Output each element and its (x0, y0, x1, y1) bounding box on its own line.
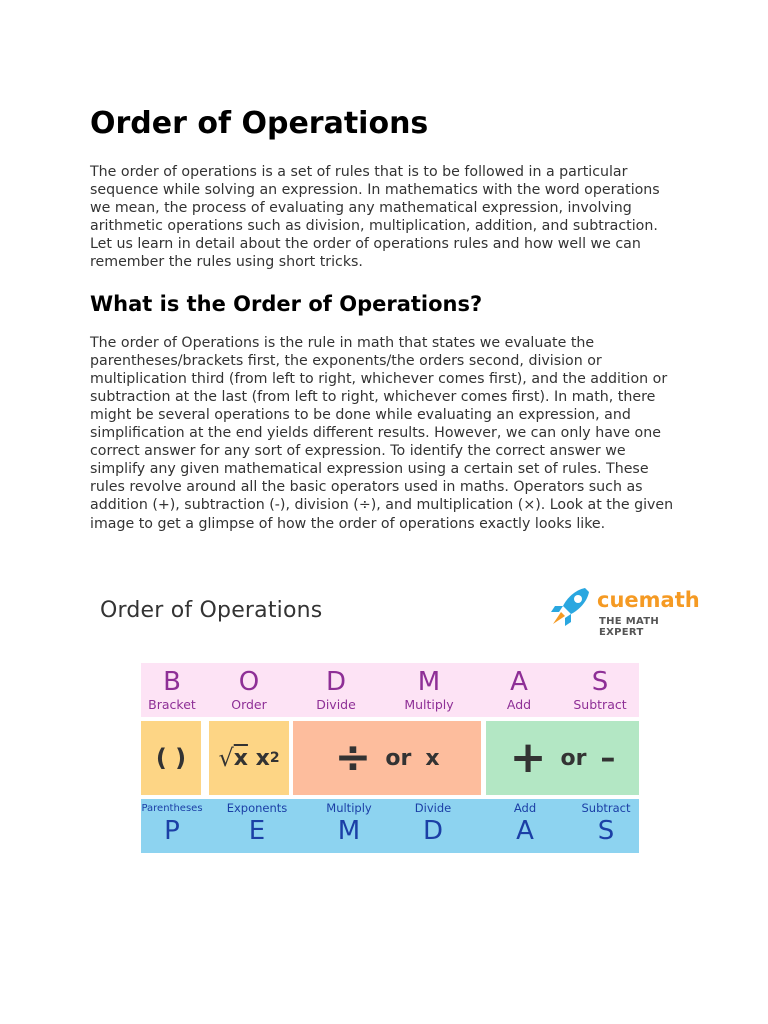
bodmas-letter: M (417, 667, 441, 697)
bodmas-word: Divide (316, 697, 356, 712)
pemdas-cell (209, 801, 305, 846)
power-exponent: 2 (269, 750, 280, 766)
pemdas-letter: S (597, 816, 615, 846)
bodmas-letter: B (163, 667, 181, 697)
bodmas-word: Add (506, 697, 532, 712)
bodmas-cell (385, 667, 473, 712)
pemdas-word: Parentheses (141, 803, 203, 814)
or-label: or (385, 745, 412, 771)
bodmas-letter: O (238, 667, 260, 697)
rocket-icon (545, 584, 595, 630)
bodmas-cell (293, 667, 379, 712)
bodmas-word: Subtract (573, 697, 627, 712)
bodmas-letter: D (325, 667, 347, 697)
pemdas-letter: E (248, 816, 266, 846)
pemdas-word: Subtract (581, 801, 631, 815)
pemdas-letter: M (337, 816, 361, 846)
pemdas-cell (141, 801, 203, 846)
multiply-icon: x (425, 745, 440, 771)
section-heading: What is the Order of Operations? (90, 291, 483, 316)
minus-icon: – (600, 740, 616, 776)
pemdas-cell (489, 801, 561, 846)
add-subtract-symbol-box (486, 721, 639, 795)
square-root-icon: √ (218, 744, 234, 772)
body-paragraph: The order of Operations is the rule in math that states we evaluate the parentheses/brackets first, the exponents/the orders second, division or multiplication third (from left to right, whichever comes first), and the addition or subtraction at the last (from left to right, whichever comes first). In math, there might be several operations to be done while evaluating an expression, and simplification at the end yields different results. However, we can only have one correct answer for any sort of expression. To identify the correct answer we simplify any given mathematical expression using a certain set of rules. These rules revolve around all the basic operators used in maths. Operators such as addition (+), subtraction (-), division (÷), and multiplication (×). Look at the given image to get a glimpse of how the order of operations exactly looks like. (90, 334, 674, 532)
brackets-symbol: ( ) (155, 744, 187, 772)
bodmas-cell (209, 667, 289, 712)
bodmas-word: Bracket (148, 697, 196, 712)
pemdas-row (141, 799, 639, 853)
article (90, 104, 682, 533)
bodmas-pemdas-grid (141, 663, 639, 853)
pemdas-word: Exponents (226, 801, 288, 815)
pemdas-word: Multiply (326, 801, 372, 815)
pemdas-cell (565, 801, 647, 846)
bodmas-row (141, 663, 639, 717)
pemdas-word: Divide (414, 801, 452, 815)
root-variable: x (233, 745, 248, 771)
power-variable: x (255, 745, 270, 771)
pemdas-word: Add (513, 801, 537, 815)
or-label: or (560, 745, 587, 771)
order-of-operations-infographic (90, 570, 710, 870)
pemdas-letter: A (516, 816, 534, 846)
pemdas-letter: D (422, 816, 444, 846)
bodmas-word: Multiply (404, 697, 454, 712)
pemdas-cell (306, 801, 392, 846)
bodmas-cell (486, 667, 552, 712)
pemdas-letter: P (164, 816, 180, 846)
divide-icon: ÷ (334, 732, 372, 783)
bodmas-cell (561, 667, 639, 712)
plus-icon: + (509, 732, 547, 783)
divide-multiply-symbol-box (293, 721, 481, 795)
brackets-symbol-box (141, 721, 201, 795)
page-title: Order of Operations (90, 106, 429, 141)
pemdas-cell (393, 801, 473, 846)
intro-paragraph: The order of operations is a set of rules that is to be followed in a particular sequence while solving an expression. In mathematics with the word operations we mean, the process of evaluating any mathematical expression, involving arithmetic operations such as division, multiplication, addition, and subtraction. Let us learn in detail about the order of operations rules and how well we can remember the rules using short tricks. (90, 164, 660, 271)
logo-name: cuemath (597, 588, 700, 612)
bodmas-cell (141, 667, 203, 712)
bodmas-letter: S (591, 667, 609, 697)
infographic-title: Order of Operations (100, 598, 323, 623)
cuemath-logo (545, 578, 705, 638)
exponent-symbol-box (209, 721, 289, 795)
bodmas-letter: A (510, 667, 528, 697)
logo-tagline: THE MATH EXPERT (599, 616, 660, 638)
bodmas-word: Order (231, 697, 267, 712)
